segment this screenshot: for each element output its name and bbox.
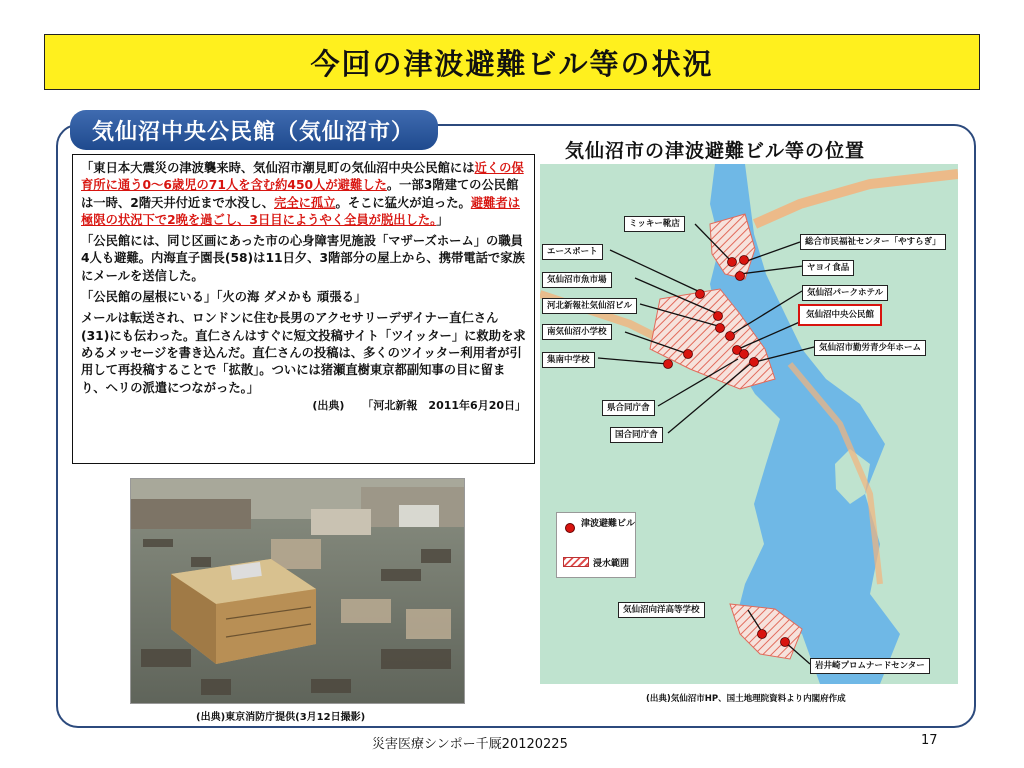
quote-text: 。そこに猛火が迫った。 bbox=[335, 195, 471, 210]
page-number: 17 bbox=[921, 733, 938, 748]
map-label-shunan-jhs: 集南中学校 bbox=[542, 352, 595, 368]
map-label-park-hotel: 気仙沼パークホテル bbox=[802, 285, 888, 301]
map-title: 気仙沼市の津波避難ビル等の位置 bbox=[565, 140, 866, 162]
map-label-fishmarket: 気仙沼市魚市場 bbox=[542, 272, 612, 288]
source-value: 「河北新報 2011年6月20日」 bbox=[362, 398, 526, 412]
map-label-kahoku: 河北新報社気仙沼ビル bbox=[542, 298, 637, 314]
map-label-yamaichi: ヤヨイ食品 bbox=[802, 260, 854, 276]
photo-caption: (出典)東京消防庁提供(3月12日撮影) bbox=[196, 712, 366, 723]
quote-source bbox=[81, 397, 526, 414]
quote-highlight: 完全に孤立 bbox=[274, 195, 336, 210]
legend-inundation-label: 浸水範囲 bbox=[593, 559, 630, 569]
map-label-yasuragi: 総合市民福祉センター「やすらぎ」 bbox=[800, 234, 946, 250]
section-tab: 気仙沼中央公民館（気仙沼市） bbox=[70, 110, 438, 150]
map-label-central-hall: 気仙沼中央公民館 bbox=[798, 304, 882, 326]
source-label: (出典) bbox=[312, 398, 345, 412]
map-label-nat-office: 国合同庁舎 bbox=[610, 427, 663, 443]
news-quote-box bbox=[72, 154, 535, 464]
quote-paragraph-1 bbox=[81, 160, 526, 229]
map-label-pref-office: 県合同庁舎 bbox=[602, 400, 655, 416]
map-legend bbox=[556, 512, 636, 578]
quote-text: 「東日本大震災の津波襲来時、気仙沼市潮見町の気仙沼中央公民館には bbox=[81, 161, 475, 175]
map-label-iwaisaki: 岩井崎プロムナードセンター bbox=[810, 658, 930, 674]
legend-building-label: 津波避難ビル bbox=[581, 519, 636, 529]
evacuation-map bbox=[540, 164, 958, 684]
map-label-mickey: ミッキー靴店 bbox=[624, 216, 685, 232]
map-label-koyo-hs: 気仙沼向洋高等学校 bbox=[618, 602, 705, 618]
quote-text: 」 bbox=[436, 212, 449, 227]
map-label-youth-home: 気仙沼市勤労青少年ホーム bbox=[814, 340, 926, 356]
quote-paragraph-2: 「公民館には、同じ区画にあった市の心身障害児施設「マザーズホーム」の職員4人も避難。内海直子園長(58)は11日夕、3階部分の屋上から、携帯電話で家族にメールを送信した。 bbox=[81, 234, 525, 283]
map-label-ace: エースポート bbox=[542, 244, 603, 260]
quote-text: 。一部3階建ての公民館は一時、2階天井付近まで水没し、 bbox=[81, 178, 519, 210]
quote-highlight: 近くの保育所に通う0～6歳児の71人を含む約450人が避難した bbox=[81, 161, 524, 193]
quote-highlight: 避難者は極限の状況下で2晩を過ごし、3日目にようやく全員が脱出した。 bbox=[81, 195, 520, 227]
slide-footer: 災害医療シンポー千厩20120225 bbox=[372, 737, 568, 752]
slide-title: 今回の津波避難ビル等の状況 bbox=[44, 34, 980, 90]
evacuation-building-marker-icon bbox=[565, 523, 575, 533]
aerial-photo bbox=[130, 478, 465, 704]
aerial-photo-image bbox=[131, 479, 465, 704]
quote-paragraph-4: メールは転送され、ロンドンに住む長男のアクセサリーデザイナー直仁さん(31)にも伝わった。直仁さんはすぐに短文投稿サイト「ツイッター」に救助を求めるメッセージを書き込んだ。直仁さんの投稿は、多くのツイッター利用者が引用して再投稿することで「拡散」。ついには猪瀬直樹東京都副知事の目に留まり、ヘリの派遣につながった。」 bbox=[81, 311, 526, 395]
map-label-minami-elem: 南気仙沼小学校 bbox=[542, 324, 612, 340]
inundation-hatch-icon bbox=[563, 557, 589, 567]
map-caption: (出典)気仙沼市HP、国土地理院資料より内閣府作成 bbox=[646, 694, 846, 704]
quote-paragraph-3: 「公民館の屋根にいる」「火の海 ダメかも 頑張る」 bbox=[81, 290, 367, 305]
